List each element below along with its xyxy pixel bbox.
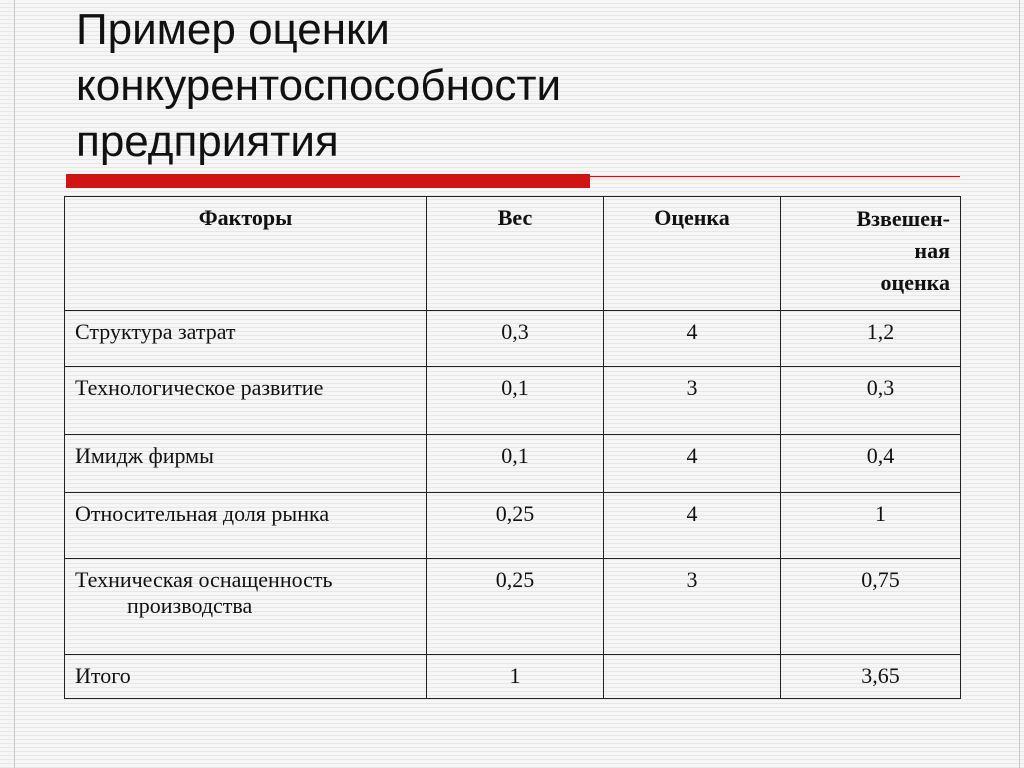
table-row [65,435,961,493]
title-accent-bar [66,174,590,188]
factor-line-2: производства [127,593,253,618]
weighted-cell: 1,2 [781,311,961,367]
header-weight: Вес [427,197,604,311]
header-factors: Факторы [65,197,427,311]
header-weighted-line-2: ная [914,238,950,263]
slide-title [76,2,976,170]
weighted-cell: 0,4 [781,435,961,493]
factor-cell: Структура затрат [65,311,427,367]
weight-cell: 0,1 [427,435,604,493]
total-weighted-cell: 3,65 [781,655,961,699]
title-line-3: предприятия [76,117,339,166]
score-cell: 3 [604,559,781,655]
score-cell: 4 [604,311,781,367]
table-row [65,493,961,559]
weight-cell: 0,1 [427,367,604,435]
title-accent-line [590,176,960,177]
competitiveness-table [64,196,961,699]
weight-cell: 0,3 [427,311,604,367]
score-cell: 4 [604,435,781,493]
table-total-row [65,655,961,699]
factor-cell [65,559,427,655]
weighted-cell: 0,75 [781,559,961,655]
weighted-cell: 0,3 [781,367,961,435]
total-weight-cell: 1 [427,655,604,699]
factor-cell: Относительная доля рынка [65,493,427,559]
header-weighted-score [781,197,961,311]
title-line-2: конкурентоспособности [76,61,562,110]
factor-line-1: Техническая оснащенность [75,567,333,592]
weight-cell: 0,25 [427,559,604,655]
header-weighted-line-3: оценка [880,270,950,295]
header-score: Оценка [604,197,781,311]
factor-cell: Технологическое развитие [65,367,427,435]
score-cell: 3 [604,367,781,435]
table-header-row [65,197,961,311]
score-cell: 4 [604,493,781,559]
table-row [65,559,961,655]
table-row [65,367,961,435]
weight-cell: 0,25 [427,493,604,559]
title-line-1: Пример оценки [76,5,390,54]
total-label-cell: Итого [65,655,427,699]
total-score-cell [604,655,781,699]
header-weighted-line-1: Взвешен- [856,206,950,231]
table-row [65,311,961,367]
weighted-cell: 1 [781,493,961,559]
factor-cell: Имидж фирмы [65,435,427,493]
